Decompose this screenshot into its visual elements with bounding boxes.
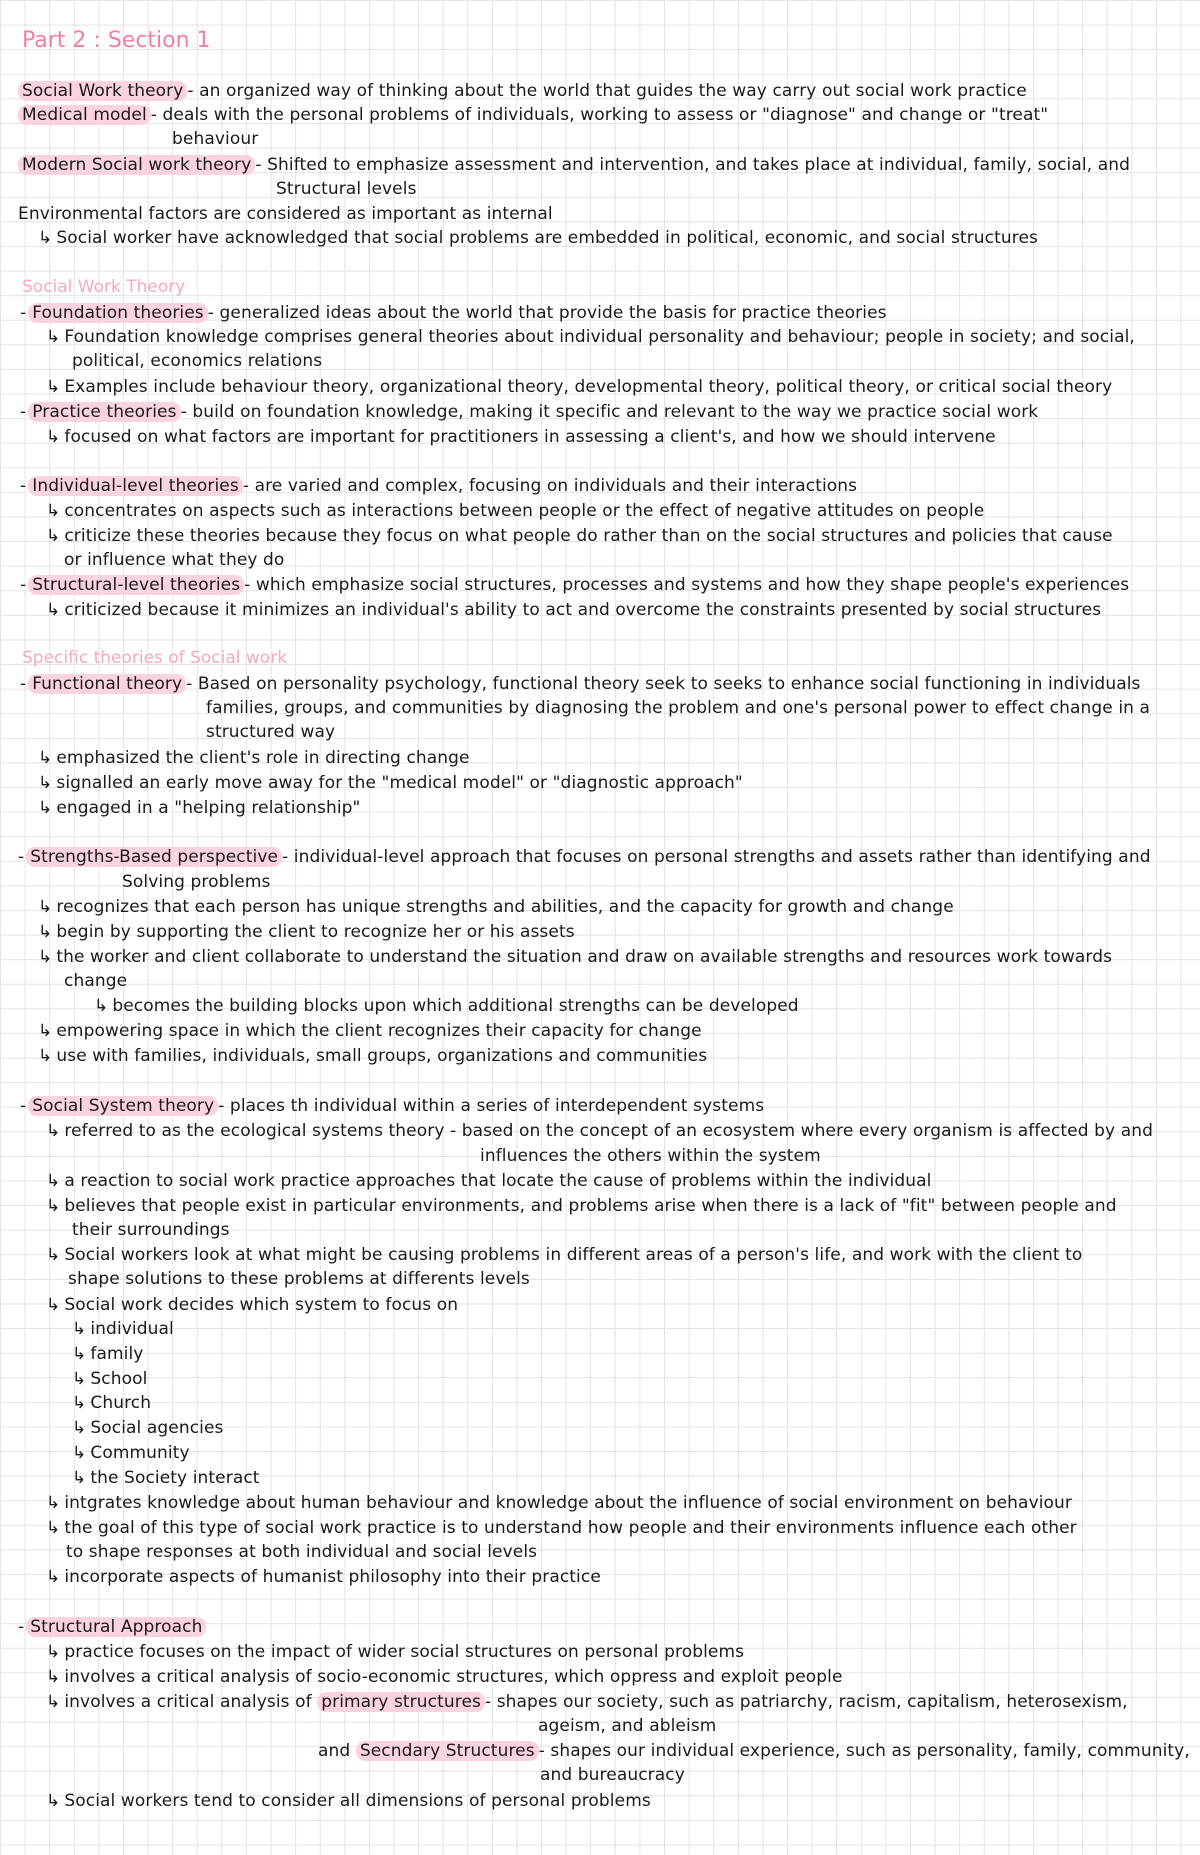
- dash-bullet: -: [20, 1096, 27, 1116]
- individual-sub1: ↳ concentrates on aspects such as interactions between people or the effect of negative attitudes on people: [46, 501, 985, 521]
- strengths-sub5: ↳ use with families, individuals, small groups, organizations and communities: [38, 1046, 708, 1066]
- arrow-return-icon: ↳: [46, 600, 61, 620]
- practice-line: - Practice theories - build on foundation knowledge, making it specific and relevant to the way we practice social work: [20, 402, 1039, 422]
- arrow-return-icon: ↳: [46, 1667, 61, 1687]
- highlight-term: Foundation theories: [28, 303, 208, 323]
- system-list-item: ↳ Social agencies: [72, 1418, 224, 1438]
- dash-bullet: -: [20, 575, 27, 595]
- intro-env-sub: ↳ Social worker have acknowledged that social problems are embedded in political, economic, and social structures: [38, 228, 1038, 248]
- section-heading-specific: Specific theories of Social work: [22, 648, 288, 668]
- arrow-return-icon: ↳: [46, 427, 61, 447]
- strengths-sub2: ↳ begin by supporting the client to recognize her or his assets: [38, 922, 575, 942]
- highlight-term: Functional theory: [28, 674, 186, 694]
- system-list-item: ↳ School: [72, 1369, 148, 1389]
- functional-sub3: ↳ engaged in a "helping relationship": [38, 798, 361, 818]
- functional-line: - Functional theory - Based on personality psychology, functional theory seek to seeks to enhance social functioning in individuals: [20, 674, 1141, 694]
- system-list-item: ↳ the Society interact: [72, 1468, 260, 1488]
- section-heading-theory: Social Work Theory: [22, 277, 186, 297]
- system-sub4: ↳ Social workers look at what might be causing problems in different areas of a person's life, and work with the client to: [46, 1245, 1083, 1265]
- arrow-return-icon: ↳: [46, 1567, 61, 1587]
- system-sub1: ↳ referred to as the ecological systems theory - based on the concept of an ecosystem where every organism is affected by and: [46, 1121, 1153, 1141]
- arrow-return-icon: ↳: [72, 1418, 87, 1438]
- arrow-return-icon: ↳: [46, 1121, 61, 1141]
- system-list-item: ↳ individual: [72, 1319, 174, 1339]
- dash-bullet: -: [18, 847, 25, 867]
- foundation-sub1-cont: political, economics relations: [72, 351, 323, 371]
- arrow-return-icon: ↳: [46, 1295, 61, 1315]
- arrow-return-icon: ↳: [72, 1468, 87, 1488]
- individual-sub2: ↳ criticize these theories because they focus on what people do rather than on the social structures and policies that cause: [46, 526, 1113, 546]
- highlight-term: Structural Approach: [26, 1617, 206, 1637]
- intro-medical: Medical model - deals with the personal problems of individuals, working to assess or "diagnose" and change or "treat": [18, 104, 1048, 126]
- arrow-return-icon: ↳: [46, 1493, 61, 1513]
- individual-sub2-cont: or influence what they do: [64, 550, 285, 570]
- arrow-return-icon: ↳: [38, 798, 53, 818]
- secondary-def-cont: and bureaucracy: [540, 1765, 685, 1785]
- structural-approach-sub1: ↳ practice focuses on the impact of wider social structures on personal problems: [46, 1642, 745, 1662]
- arrow-return-icon: ↳: [46, 1642, 61, 1662]
- functional-cont1: families, groups, and communities by diagnosing the problem and one's personal power to effect change in a: [206, 698, 1151, 718]
- foundation-sub2: ↳ Examples include behaviour theory, organizational theory, developmental theory, political theory, or critical social theory: [46, 377, 1113, 397]
- strengths-sub1: ↳ recognizes that each person has unique strengths and abilities, and the capacity for growth and change: [38, 897, 954, 917]
- arrow-return-icon: ↳: [72, 1393, 87, 1413]
- system-sub2: ↳ a reaction to social work practice approaches that locate the cause of problems within the individual: [46, 1171, 932, 1191]
- highlight-term: Medical model: [18, 105, 151, 125]
- functional-sub2: ↳ signalled an early move away for the "medical model" or "diagnostic approach": [38, 773, 743, 793]
- structural-approach-sub4: ↳ Social workers tend to consider all dimensions of personal problems: [46, 1791, 651, 1811]
- dash-bullet: -: [20, 674, 27, 694]
- arrow-return-icon: ↳: [46, 327, 61, 347]
- intro-sw-theory: Social Work theory - an organized way of thinking about the world that guides the way carry out social work practice: [18, 80, 1027, 102]
- strengths-line: - Strengths-Based perspective - individual-level approach that focuses on personal strengths and assets rather than identifying and: [18, 847, 1151, 867]
- primary-def-cont: ageism, and ableism: [538, 1716, 717, 1736]
- strengths-sub3-cont: change: [64, 971, 128, 991]
- arrow-return-icon: ↳: [72, 1319, 87, 1339]
- highlight-term: Social System theory: [28, 1096, 218, 1116]
- system-sub7-cont: to shape responses at both individual and social levels: [66, 1542, 538, 1562]
- arrow-return-icon: ↳: [38, 897, 53, 917]
- system-sub4-cont: shape solutions to these problems at differents levels: [68, 1269, 530, 1289]
- functional-cont2: structured way: [206, 722, 336, 742]
- structural-approach-sub3: ↳ involves a critical analysis of primary structures - shapes our society, such as patriarchy, racism, capitalism, heterosexism,: [46, 1692, 1128, 1712]
- system-sub3-cont: their surroundings: [72, 1220, 230, 1240]
- arrow-return-icon: ↳: [46, 1171, 61, 1191]
- dash-bullet: -: [18, 1617, 25, 1637]
- dash-bullet: -: [20, 303, 27, 323]
- arrow-return-icon: ↳: [38, 947, 53, 967]
- system-line: - Social System theory - places th individual within a series of interdependent systems: [20, 1096, 765, 1116]
- highlight-term: Strengths-Based perspective: [26, 847, 282, 867]
- strengths-cont: Solving problems: [122, 872, 271, 892]
- foundation-sub1: ↳ Foundation knowledge comprises general theories about individual personality and behaviour; people in society; and social,: [46, 327, 1135, 347]
- arrow-return-icon: ↳: [46, 1196, 61, 1216]
- arrow-return-icon: ↳: [94, 996, 109, 1016]
- strengths-sub3: ↳ the worker and client collaborate to understand the situation and draw on available strengths and resources work towards: [38, 947, 1113, 967]
- arrow-return-icon: ↳: [38, 1021, 53, 1041]
- dash-bullet: -: [20, 476, 27, 496]
- intro-modern-cont: Structural levels: [276, 179, 417, 199]
- structural-line: - Structural-level theories - which emphasize social structures, processes and systems and how they shape people's experiences: [20, 575, 1130, 595]
- system-sub5: ↳ Social work decides which system to focus on: [46, 1295, 459, 1315]
- individual-line: - Individual-level theories - are varied and complex, focusing on individuals and their interactions: [20, 476, 858, 496]
- arrow-return-icon: ↳: [38, 922, 53, 942]
- highlight-term: Modern Social work theory: [18, 155, 255, 175]
- intro-env: Environmental factors are considered as important as internal: [18, 204, 553, 224]
- functional-sub1: ↳ emphasized the client's role in directing change: [38, 748, 470, 768]
- intro-modern: Modern Social work theory - Shifted to emphasize assessment and intervention, and takes place at individual, family, social, and: [18, 154, 1130, 176]
- system-sub3: ↳ believes that people exist in particular environments, and problems arise when there is a lack of "fit" between people and: [46, 1196, 1117, 1216]
- intro-medical-cont: behaviour: [172, 129, 259, 149]
- arrow-return-icon: ↳: [38, 773, 53, 793]
- system-sub7: ↳ the goal of this type of social work practice is to understand how people and their environments influence each other: [46, 1518, 1077, 1538]
- system-sub1-cont: influences the others within the system: [480, 1146, 821, 1166]
- arrow-return-icon: ↳: [46, 1518, 61, 1538]
- structural-sub: ↳ criticized because it minimizes an individual's ability to act and overcome the constraints presented by social structures: [46, 600, 1102, 620]
- highlight-term: Secndary Structures: [356, 1741, 539, 1761]
- secondary-line: and Secndary Structures - shapes our individual experience, such as personality, family, community,: [318, 1741, 1190, 1761]
- arrow-return-icon: ↳: [38, 1046, 53, 1066]
- structural-approach-sub2: ↳ involves a critical analysis of socio-economic structures, which oppress and exploit people: [46, 1667, 843, 1687]
- foundation-line: - Foundation theories - generalized ideas about the world that provide the basis for practice theories: [20, 303, 887, 323]
- arrow-return-icon: ↳: [46, 377, 61, 397]
- arrow-return-icon: ↳: [46, 526, 61, 546]
- strengths-sub3c: ↳ becomes the building blocks upon which additional strengths can be developed: [94, 996, 799, 1016]
- arrow-return-icon: ↳: [72, 1443, 87, 1463]
- arrow-return-icon: ↳: [46, 501, 61, 521]
- highlight-term: Structural-level theories: [28, 575, 244, 595]
- page-title: Part 2 : Section 1: [22, 28, 211, 53]
- arrow-return-icon: ↳: [72, 1344, 87, 1364]
- arrow-return-icon: ↳: [38, 748, 53, 768]
- highlight-term: primary structures: [317, 1692, 485, 1712]
- arrow-return-icon: ↳: [46, 1692, 61, 1712]
- highlight-term: Practice theories: [28, 402, 180, 422]
- highlight-term: Social Work theory: [18, 81, 187, 101]
- structural-approach-line: [18, 1616, 206, 1638]
- strengths-sub4: ↳ empowering space in which the client recognizes their capacity for change: [38, 1021, 702, 1041]
- system-sub6: ↳ intgrates knowledge about human behaviour and knowledge about the influence of social environment on behaviour: [46, 1493, 1073, 1513]
- practice-sub: ↳ focused on what factors are important for practitioners in assessing a client's, and how we should intervene: [46, 427, 996, 447]
- system-list-item: ↳ Community: [72, 1443, 190, 1463]
- system-sub8: ↳ incorporate aspects of humanist philosophy into their practice: [46, 1567, 601, 1587]
- system-list-item: ↳ Church: [72, 1393, 152, 1413]
- arrow-return-icon: ↳: [46, 1245, 61, 1265]
- arrow-return-icon: ↳: [38, 228, 53, 248]
- dash-bullet: -: [20, 402, 27, 422]
- highlight-term: Individual-level theories: [28, 476, 243, 496]
- arrow-return-icon: ↳: [46, 1791, 61, 1811]
- arrow-return-icon: ↳: [72, 1369, 87, 1389]
- system-list-item: ↳ family: [72, 1344, 144, 1364]
